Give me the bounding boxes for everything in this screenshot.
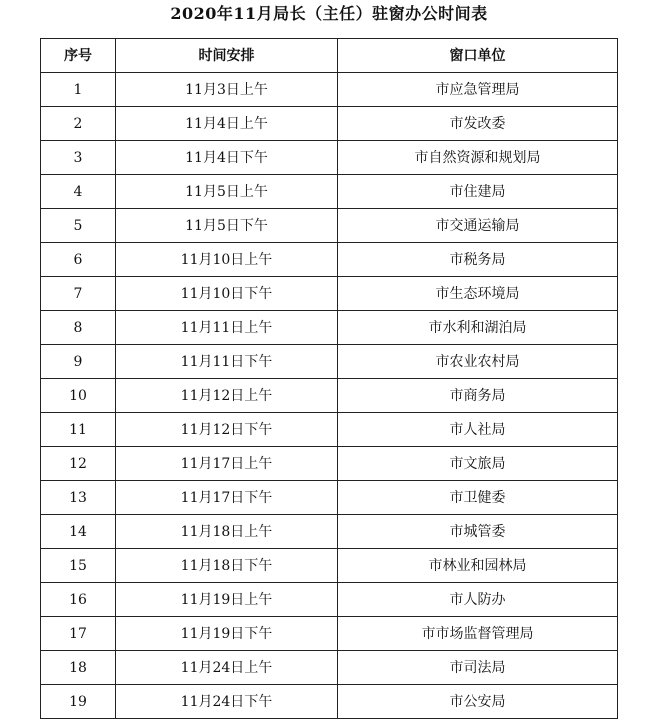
row-unit-cell: 市公安局 — [338, 685, 618, 719]
row-time-cell: 11月5日上午 — [116, 175, 338, 209]
row-time-cell: 11月17日上午 — [116, 447, 338, 481]
row-unit-cell: 市市场监督管理局 — [338, 617, 618, 651]
row-number-cell: 13 — [41, 481, 116, 515]
row-time-cell: 11月10日下午 — [116, 277, 338, 311]
table-row — [41, 447, 618, 481]
row-unit-cell: 市人社局 — [338, 413, 618, 447]
table-row — [41, 379, 618, 413]
row-time-cell: 11月3日上午 — [116, 73, 338, 107]
row-time-cell: 11月5日下午 — [116, 209, 338, 243]
row-unit-cell: 市税务局 — [338, 243, 618, 277]
row-number-cell: 6 — [41, 243, 116, 277]
row-unit-cell: 市农业农村局 — [338, 345, 618, 379]
row-unit-cell: 市自然资源和规划局 — [338, 141, 618, 175]
row-unit-cell: 市文旅局 — [338, 447, 618, 481]
table-row — [41, 209, 618, 243]
row-time-cell: 11月4日下午 — [116, 141, 338, 175]
row-unit-cell: 市水利和湖泊局 — [338, 311, 618, 345]
row-unit-cell: 市卫健委 — [338, 481, 618, 515]
table-row — [41, 311, 618, 345]
row-number-cell: 4 — [41, 175, 116, 209]
table-row — [41, 175, 618, 209]
row-time-cell: 11月11日下午 — [116, 345, 338, 379]
schedule-table — [40, 38, 618, 719]
row-number-cell: 17 — [41, 617, 116, 651]
row-number-cell: 1 — [41, 73, 116, 107]
row-number-cell: 2 — [41, 107, 116, 141]
row-unit-cell: 市生态环境局 — [338, 277, 618, 311]
table-row — [41, 345, 618, 379]
row-time-cell: 11月12日上午 — [116, 379, 338, 413]
table-row — [41, 617, 618, 651]
table-row — [41, 141, 618, 175]
row-number-cell: 16 — [41, 583, 116, 617]
row-time-cell: 11月19日上午 — [116, 583, 338, 617]
row-unit-cell: 市林业和园林局 — [338, 549, 618, 583]
row-time-cell: 11月18日上午 — [116, 515, 338, 549]
table-row — [41, 685, 618, 719]
row-unit-cell: 市商务局 — [338, 379, 618, 413]
table-row — [41, 277, 618, 311]
table-row — [41, 243, 618, 277]
page-title: 2020年11月局长（主任）驻窗办公时间表 — [170, 4, 488, 23]
row-unit-cell: 市城管委 — [338, 515, 618, 549]
row-time-cell: 11月12日下午 — [116, 413, 338, 447]
row-unit-cell: 市住建局 — [338, 175, 618, 209]
table-row — [41, 515, 618, 549]
table-row — [41, 73, 618, 107]
row-unit-cell: 市司法局 — [338, 651, 618, 685]
row-number-cell: 7 — [41, 277, 116, 311]
table-row — [41, 583, 618, 617]
row-number-cell: 9 — [41, 345, 116, 379]
table-row — [41, 651, 618, 685]
row-unit-cell: 市交通运输局 — [338, 209, 618, 243]
row-time-cell: 11月19日下午 — [116, 617, 338, 651]
row-number-cell: 19 — [41, 685, 116, 719]
row-number-cell: 12 — [41, 447, 116, 481]
row-time-cell: 11月17日下午 — [116, 481, 338, 515]
row-time-cell: 11月24日下午 — [116, 685, 338, 719]
header-unit: 窗口单位 — [338, 39, 618, 73]
row-time-cell: 11月24日上午 — [116, 651, 338, 685]
row-time-cell: 11月10日上午 — [116, 243, 338, 277]
table-row — [41, 549, 618, 583]
row-number-cell: 3 — [41, 141, 116, 175]
table-body — [41, 73, 618, 719]
row-number-cell: 15 — [41, 549, 116, 583]
header-number: 序号 — [41, 39, 116, 73]
table-row — [41, 107, 618, 141]
row-time-cell: 11月18日下午 — [116, 549, 338, 583]
row-unit-cell: 市应急管理局 — [338, 73, 618, 107]
row-unit-cell: 市人防办 — [338, 583, 618, 617]
header-time: 时间安排 — [116, 39, 338, 73]
table-header-row — [41, 39, 618, 73]
row-number-cell: 5 — [41, 209, 116, 243]
table-row — [41, 413, 618, 447]
row-number-cell: 11 — [41, 413, 116, 447]
row-number-cell: 18 — [41, 651, 116, 685]
row-unit-cell: 市发改委 — [338, 107, 618, 141]
row-number-cell: 8 — [41, 311, 116, 345]
row-number-cell: 14 — [41, 515, 116, 549]
row-time-cell: 11月11日上午 — [116, 311, 338, 345]
table-row — [41, 481, 618, 515]
row-number-cell: 10 — [41, 379, 116, 413]
row-time-cell: 11月4日上午 — [116, 107, 338, 141]
